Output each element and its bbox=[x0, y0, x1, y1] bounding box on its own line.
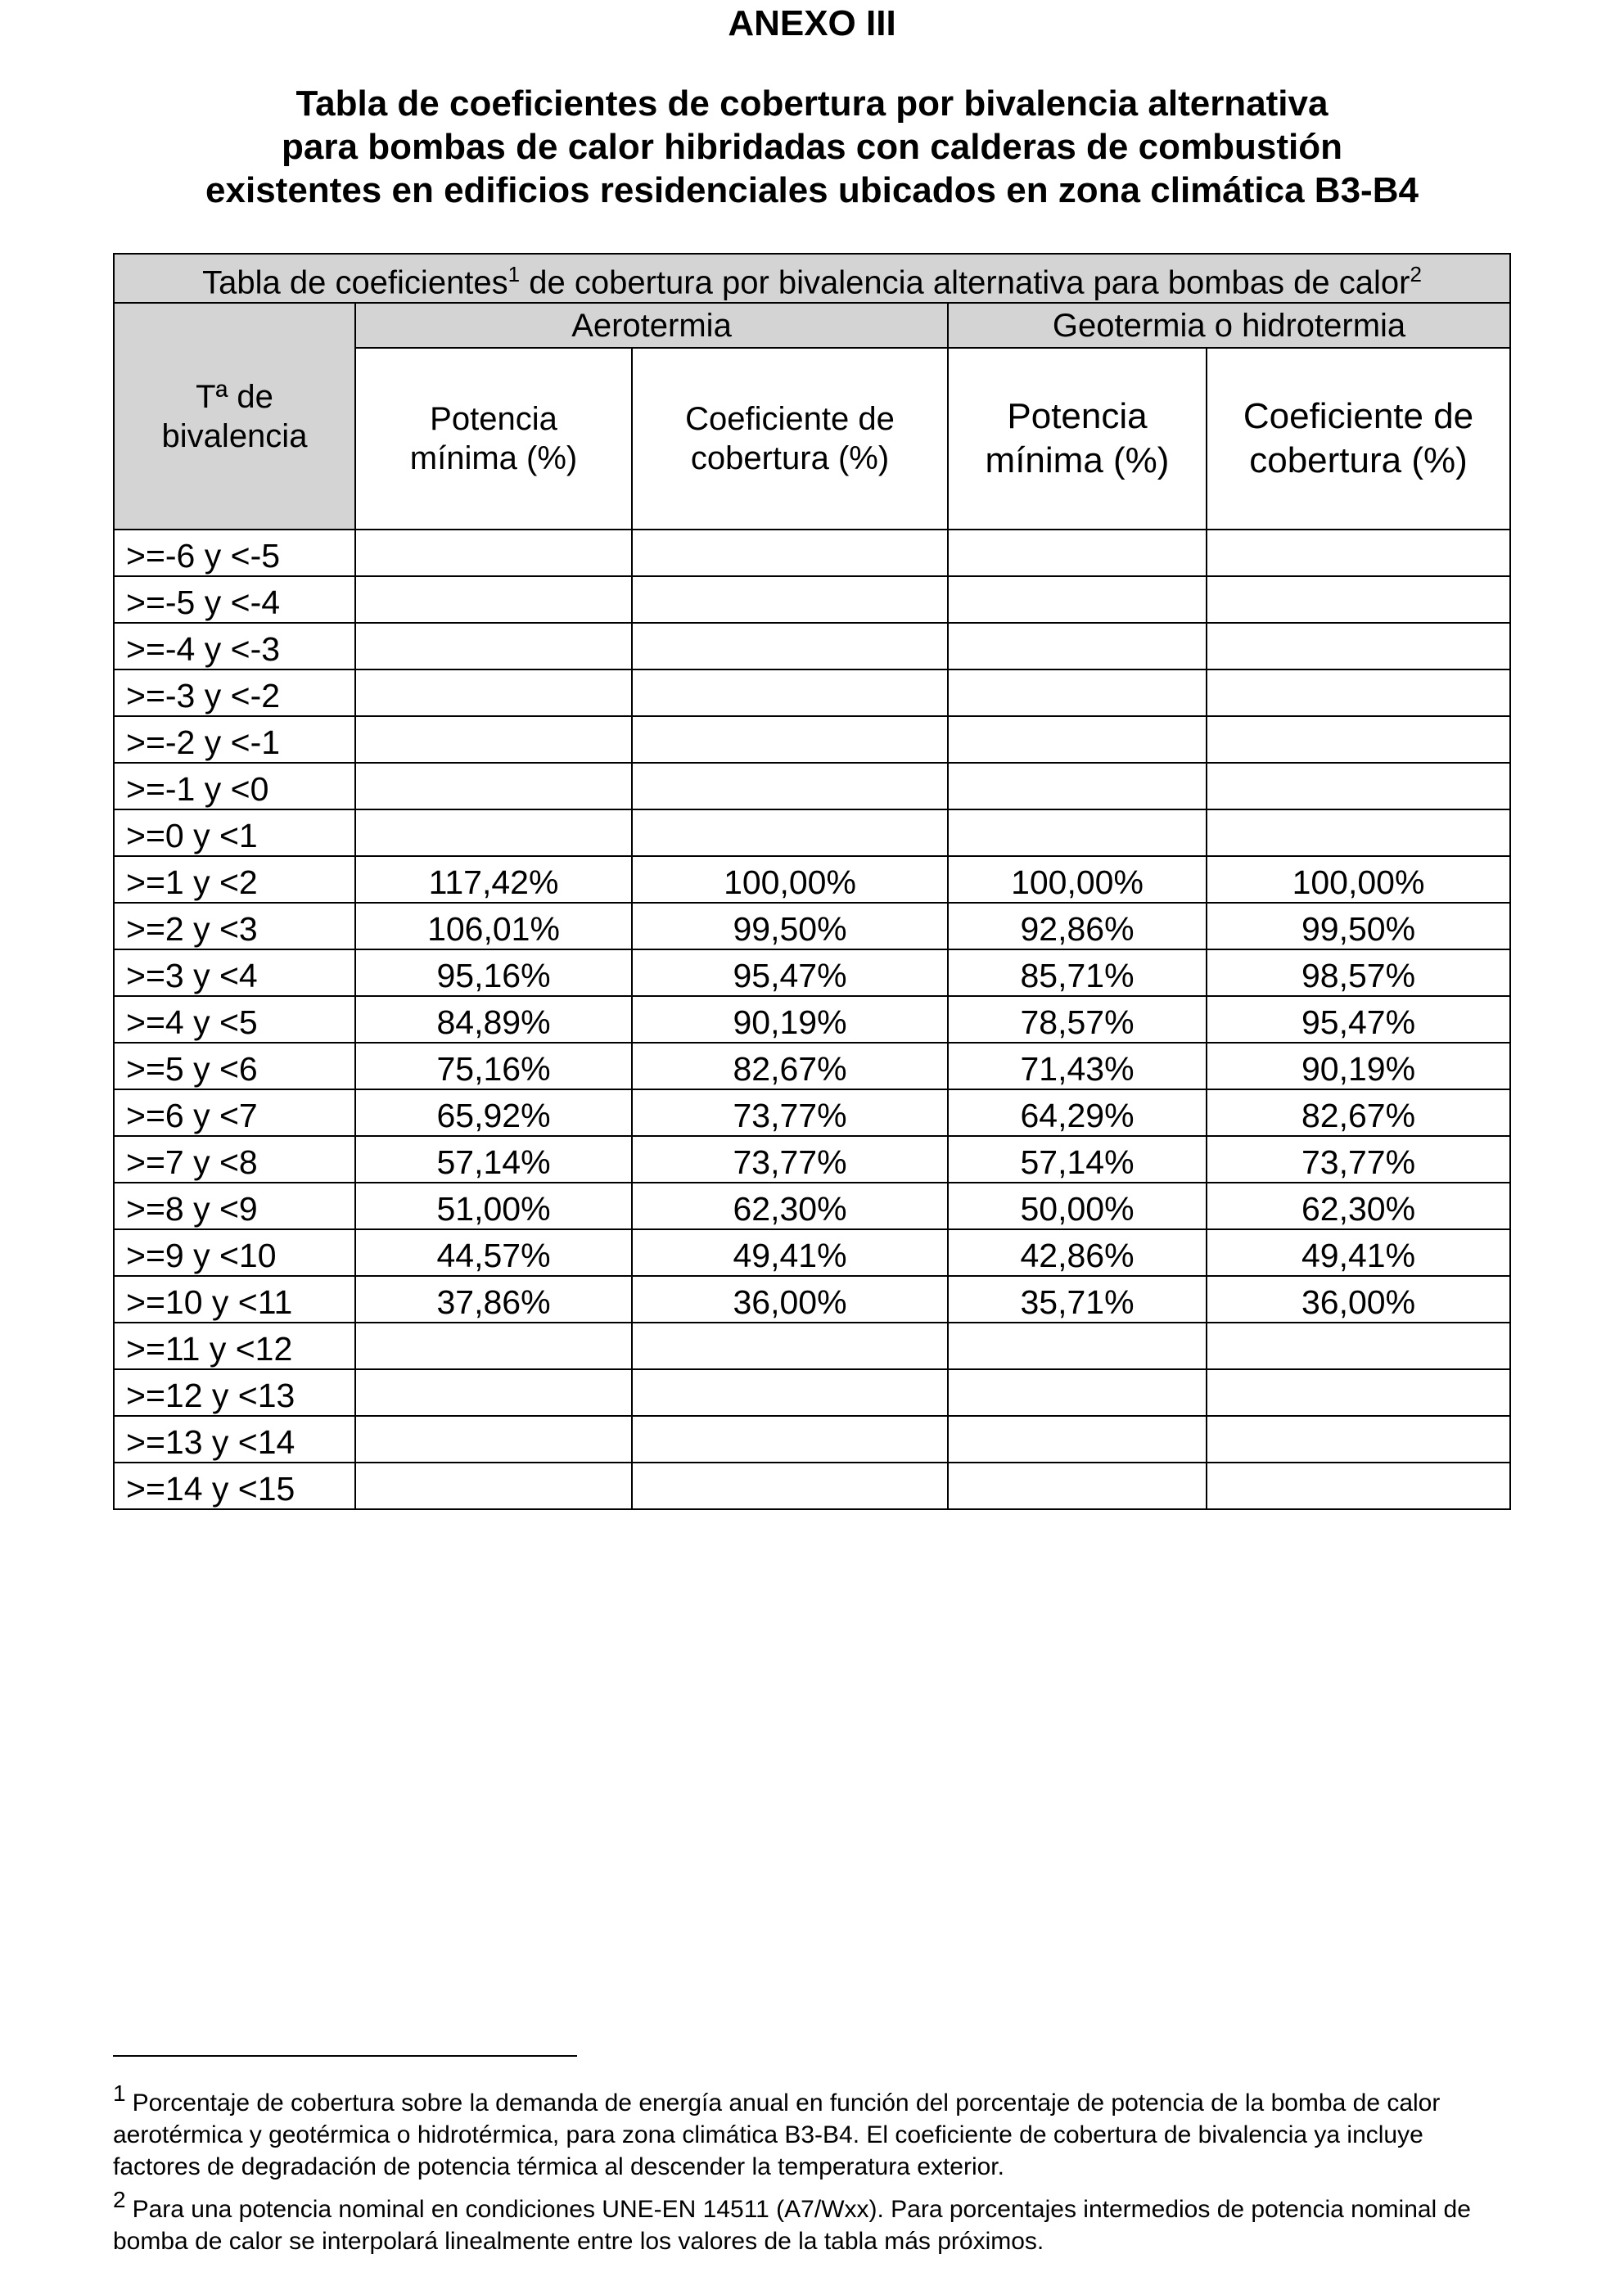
geo-min-power-cell: 50,00% bbox=[948, 1183, 1207, 1229]
table-caption-text: de cobertura por bivalencia alternativa para bombas de calor bbox=[520, 264, 1410, 301]
aero-min-power-cell bbox=[355, 669, 632, 716]
aero-coverage-cell bbox=[632, 576, 948, 623]
table-row bbox=[114, 856, 1510, 903]
bivalence-range-cell: >=-1 y <0 bbox=[114, 763, 355, 809]
table-row bbox=[114, 1463, 1510, 1509]
title-line: existentes en edificios residenciales ubicados en zona climática B3-B4 bbox=[205, 170, 1419, 210]
aero-min-power-cell bbox=[355, 623, 632, 669]
geo-coverage-cell bbox=[1207, 530, 1510, 576]
aero-coverage-cell bbox=[632, 1369, 948, 1416]
table-row bbox=[114, 530, 1510, 576]
bivalence-temp-header: Tª de bivalencia bbox=[114, 303, 355, 530]
geo-coverage-cell bbox=[1207, 809, 1510, 856]
geo-min-power-cell: 78,57% bbox=[948, 996, 1207, 1043]
aero-min-power-cell bbox=[355, 1323, 632, 1369]
bivalence-range-cell: >=5 y <6 bbox=[114, 1043, 355, 1089]
title-line: para bombas de calor hibridadas con calderas de combustión bbox=[282, 127, 1342, 167]
aero-coverage-cell bbox=[632, 530, 948, 576]
table-row bbox=[114, 809, 1510, 856]
aero-min-power-cell bbox=[355, 1369, 632, 1416]
table-row bbox=[114, 1416, 1510, 1463]
aero-min-power-cell: 84,89% bbox=[355, 996, 632, 1043]
aero-min-power-cell: 65,92% bbox=[355, 1089, 632, 1136]
annex-title: ANEXO III bbox=[728, 3, 896, 43]
table-row bbox=[114, 1136, 1510, 1183]
geo-min-power-cell: 71,43% bbox=[948, 1043, 1207, 1089]
bivalence-range-cell: >=-3 y <-2 bbox=[114, 669, 355, 716]
aero-min-power-cell: 51,00% bbox=[355, 1183, 632, 1229]
bivalence-range-cell: >=13 y <14 bbox=[114, 1416, 355, 1463]
aero-coverage-cell bbox=[632, 1416, 948, 1463]
footnote-number: 2 bbox=[113, 2187, 126, 2212]
aero-min-power-cell: 106,01% bbox=[355, 903, 632, 949]
aero-min-power-cell: 37,86% bbox=[355, 1276, 632, 1323]
geothermal-group-header: Geotermia o hidrotermia bbox=[948, 303, 1510, 348]
footnote-ref-2: 2 bbox=[1410, 262, 1422, 286]
geo-coverage-cell: 62,30% bbox=[1207, 1183, 1510, 1229]
aero-coverage-cell bbox=[632, 669, 948, 716]
aero-min-power-cell: 44,57% bbox=[355, 1229, 632, 1276]
geo-min-power-cell: 35,71% bbox=[948, 1276, 1207, 1323]
table-caption bbox=[114, 254, 1510, 303]
table-row bbox=[114, 949, 1510, 996]
geo-min-power-cell bbox=[948, 716, 1207, 763]
geo-coverage-cell bbox=[1207, 1323, 1510, 1369]
aero-coverage-cell: 90,19% bbox=[632, 996, 948, 1043]
aero-coverage-cell bbox=[632, 1463, 948, 1509]
geo-coverage-cell: 49,41% bbox=[1207, 1229, 1510, 1276]
geo-coverage-cell: 98,57% bbox=[1207, 949, 1510, 996]
geo-min-power-header: Potencia mínima (%) bbox=[948, 348, 1207, 530]
bivalence-range-cell: >=8 y <9 bbox=[114, 1183, 355, 1229]
table-row bbox=[114, 623, 1510, 669]
aero-coverage-cell: 99,50% bbox=[632, 903, 948, 949]
footnote-number: 1 bbox=[113, 2080, 126, 2106]
geo-coverage-cell: 73,77% bbox=[1207, 1136, 1510, 1183]
table-row bbox=[114, 1183, 1510, 1229]
bivalence-range-cell: >=7 y <8 bbox=[114, 1136, 355, 1183]
footnote-ref-1: 1 bbox=[508, 262, 521, 286]
geo-min-power-cell bbox=[948, 669, 1207, 716]
aero-min-power-cell bbox=[355, 1416, 632, 1463]
aero-coverage-cell: 36,00% bbox=[632, 1276, 948, 1323]
geo-min-power-cell bbox=[948, 623, 1207, 669]
geo-coverage-cell: 99,50% bbox=[1207, 903, 1510, 949]
geo-min-power-cell bbox=[948, 763, 1207, 809]
geo-coverage-cell: 95,47% bbox=[1207, 996, 1510, 1043]
coverage-coefficients-table bbox=[113, 253, 1511, 1510]
geo-coverage-cell bbox=[1207, 1369, 1510, 1416]
table-caption-text: Tabla de coeficientes bbox=[202, 264, 508, 301]
aero-coverage-cell bbox=[632, 763, 948, 809]
geo-min-power-cell bbox=[948, 1323, 1207, 1369]
bivalence-range-cell: >=9 y <10 bbox=[114, 1229, 355, 1276]
table-row bbox=[114, 669, 1510, 716]
geo-min-power-cell: 64,29% bbox=[948, 1089, 1207, 1136]
bivalence-range-cell: >=3 y <4 bbox=[114, 949, 355, 996]
footnote-2 bbox=[113, 2184, 1509, 2257]
geo-coverage-cell: 90,19% bbox=[1207, 1043, 1510, 1089]
footnote-text: Porcentaje de cobertura sobre la demanda de energía anual en función del porcentaje de potencia de la bomba de calor aerotérmica y geotérmica o hidrotérmica, para zona climática B3-B4. El coeficiente de cobertura de bivalencia ya incluye factores de degradación de potencia térmica al descender la temperatura exterior. bbox=[113, 2089, 1441, 2180]
footnote-text: Para una potencia nominal en condiciones UNE-EN 14511 (A7/Wxx). Para porcentajes intermedios de potencia nominal de bomba de calor se interpolará linealmente entre los valores de la tabla más próximos. bbox=[113, 2196, 1471, 2255]
title-line: Tabla de coeficientes de cobertura por bivalencia alternativa bbox=[295, 83, 1329, 124]
table-row bbox=[114, 903, 1510, 949]
table-row bbox=[114, 1323, 1510, 1369]
bivalence-range-cell: >=14 y <15 bbox=[114, 1463, 355, 1509]
geo-coverage-cell bbox=[1207, 763, 1510, 809]
geo-coverage-cell: 36,00% bbox=[1207, 1276, 1510, 1323]
geo-coverage-cell bbox=[1207, 716, 1510, 763]
aero-coverage-cell: 100,00% bbox=[632, 856, 948, 903]
geo-min-power-cell bbox=[948, 530, 1207, 576]
aero-min-power-cell bbox=[355, 530, 632, 576]
geo-coverage-cell: 100,00% bbox=[1207, 856, 1510, 903]
geo-min-power-cell bbox=[948, 1416, 1207, 1463]
table-row bbox=[114, 1229, 1510, 1276]
geo-min-power-cell bbox=[948, 1463, 1207, 1509]
bivalence-range-cell: >=4 y <5 bbox=[114, 996, 355, 1043]
aero-coverage-cell: 73,77% bbox=[632, 1136, 948, 1183]
bivalence-range-cell: >=1 y <2 bbox=[114, 856, 355, 903]
geo-coverage-header: Coeficiente de cobertura (%) bbox=[1207, 348, 1510, 530]
geo-min-power-cell: 100,00% bbox=[948, 856, 1207, 903]
geo-min-power-cell bbox=[948, 576, 1207, 623]
aero-coverage-cell bbox=[632, 1323, 948, 1369]
bivalence-range-cell: >=-2 y <-1 bbox=[114, 716, 355, 763]
table-row bbox=[114, 1369, 1510, 1416]
geo-coverage-cell bbox=[1207, 576, 1510, 623]
geo-coverage-cell: 82,67% bbox=[1207, 1089, 1510, 1136]
aero-coverage-cell: 49,41% bbox=[632, 1229, 948, 1276]
aero-min-power-cell bbox=[355, 763, 632, 809]
table-row bbox=[114, 1276, 1510, 1323]
aero-min-power-cell bbox=[355, 576, 632, 623]
bivalence-range-cell: >=10 y <11 bbox=[114, 1276, 355, 1323]
geo-min-power-cell: 42,86% bbox=[948, 1229, 1207, 1276]
bivalence-range-cell: >=2 y <3 bbox=[114, 903, 355, 949]
aero-coverage-header: Coeficiente de cobertura (%) bbox=[632, 348, 948, 530]
bivalence-range-cell: >=0 y <1 bbox=[114, 809, 355, 856]
aero-coverage-cell bbox=[632, 623, 948, 669]
table-row bbox=[114, 763, 1510, 809]
aerothermal-group-header: Aerotermia bbox=[355, 303, 948, 348]
aero-coverage-cell bbox=[632, 716, 948, 763]
bivalence-range-cell: >=-6 y <-5 bbox=[114, 530, 355, 576]
bivalence-range-cell: >=12 y <13 bbox=[114, 1369, 355, 1416]
footnote-1 bbox=[113, 2077, 1509, 2183]
aero-coverage-cell: 95,47% bbox=[632, 949, 948, 996]
aero-coverage-cell: 82,67% bbox=[632, 1043, 948, 1089]
table-row bbox=[114, 1089, 1510, 1136]
geo-min-power-cell: 92,86% bbox=[948, 903, 1207, 949]
table-row bbox=[114, 576, 1510, 623]
aero-coverage-cell: 73,77% bbox=[632, 1089, 948, 1136]
table-body bbox=[114, 530, 1510, 1509]
geo-coverage-cell bbox=[1207, 623, 1510, 669]
geo-min-power-cell bbox=[948, 809, 1207, 856]
table-row bbox=[114, 996, 1510, 1043]
aero-min-power-cell: 95,16% bbox=[355, 949, 632, 996]
aero-min-power-header: Potencia mínima (%) bbox=[355, 348, 632, 530]
geo-min-power-cell bbox=[948, 1369, 1207, 1416]
footnote-separator bbox=[113, 2055, 577, 2057]
geo-coverage-cell bbox=[1207, 669, 1510, 716]
table-row bbox=[114, 1043, 1510, 1089]
table-row bbox=[114, 716, 1510, 763]
aero-coverage-cell: 62,30% bbox=[632, 1183, 948, 1229]
aero-min-power-cell bbox=[355, 809, 632, 856]
aero-min-power-cell bbox=[355, 716, 632, 763]
aero-coverage-cell bbox=[632, 809, 948, 856]
bivalence-range-cell: >=-4 y <-3 bbox=[114, 623, 355, 669]
geo-coverage-cell bbox=[1207, 1416, 1510, 1463]
aero-min-power-cell bbox=[355, 1463, 632, 1509]
aero-min-power-cell: 117,42% bbox=[355, 856, 632, 903]
aero-min-power-cell: 75,16% bbox=[355, 1043, 632, 1089]
aero-min-power-cell: 57,14% bbox=[355, 1136, 632, 1183]
geo-min-power-cell: 85,71% bbox=[948, 949, 1207, 996]
bivalence-range-cell: >=11 y <12 bbox=[114, 1323, 355, 1369]
bivalence-range-cell: >=6 y <7 bbox=[114, 1089, 355, 1136]
geo-coverage-cell bbox=[1207, 1463, 1510, 1509]
geo-min-power-cell: 57,14% bbox=[948, 1136, 1207, 1183]
document-title bbox=[0, 82, 1624, 212]
bivalence-range-cell: >=-5 y <-4 bbox=[114, 576, 355, 623]
